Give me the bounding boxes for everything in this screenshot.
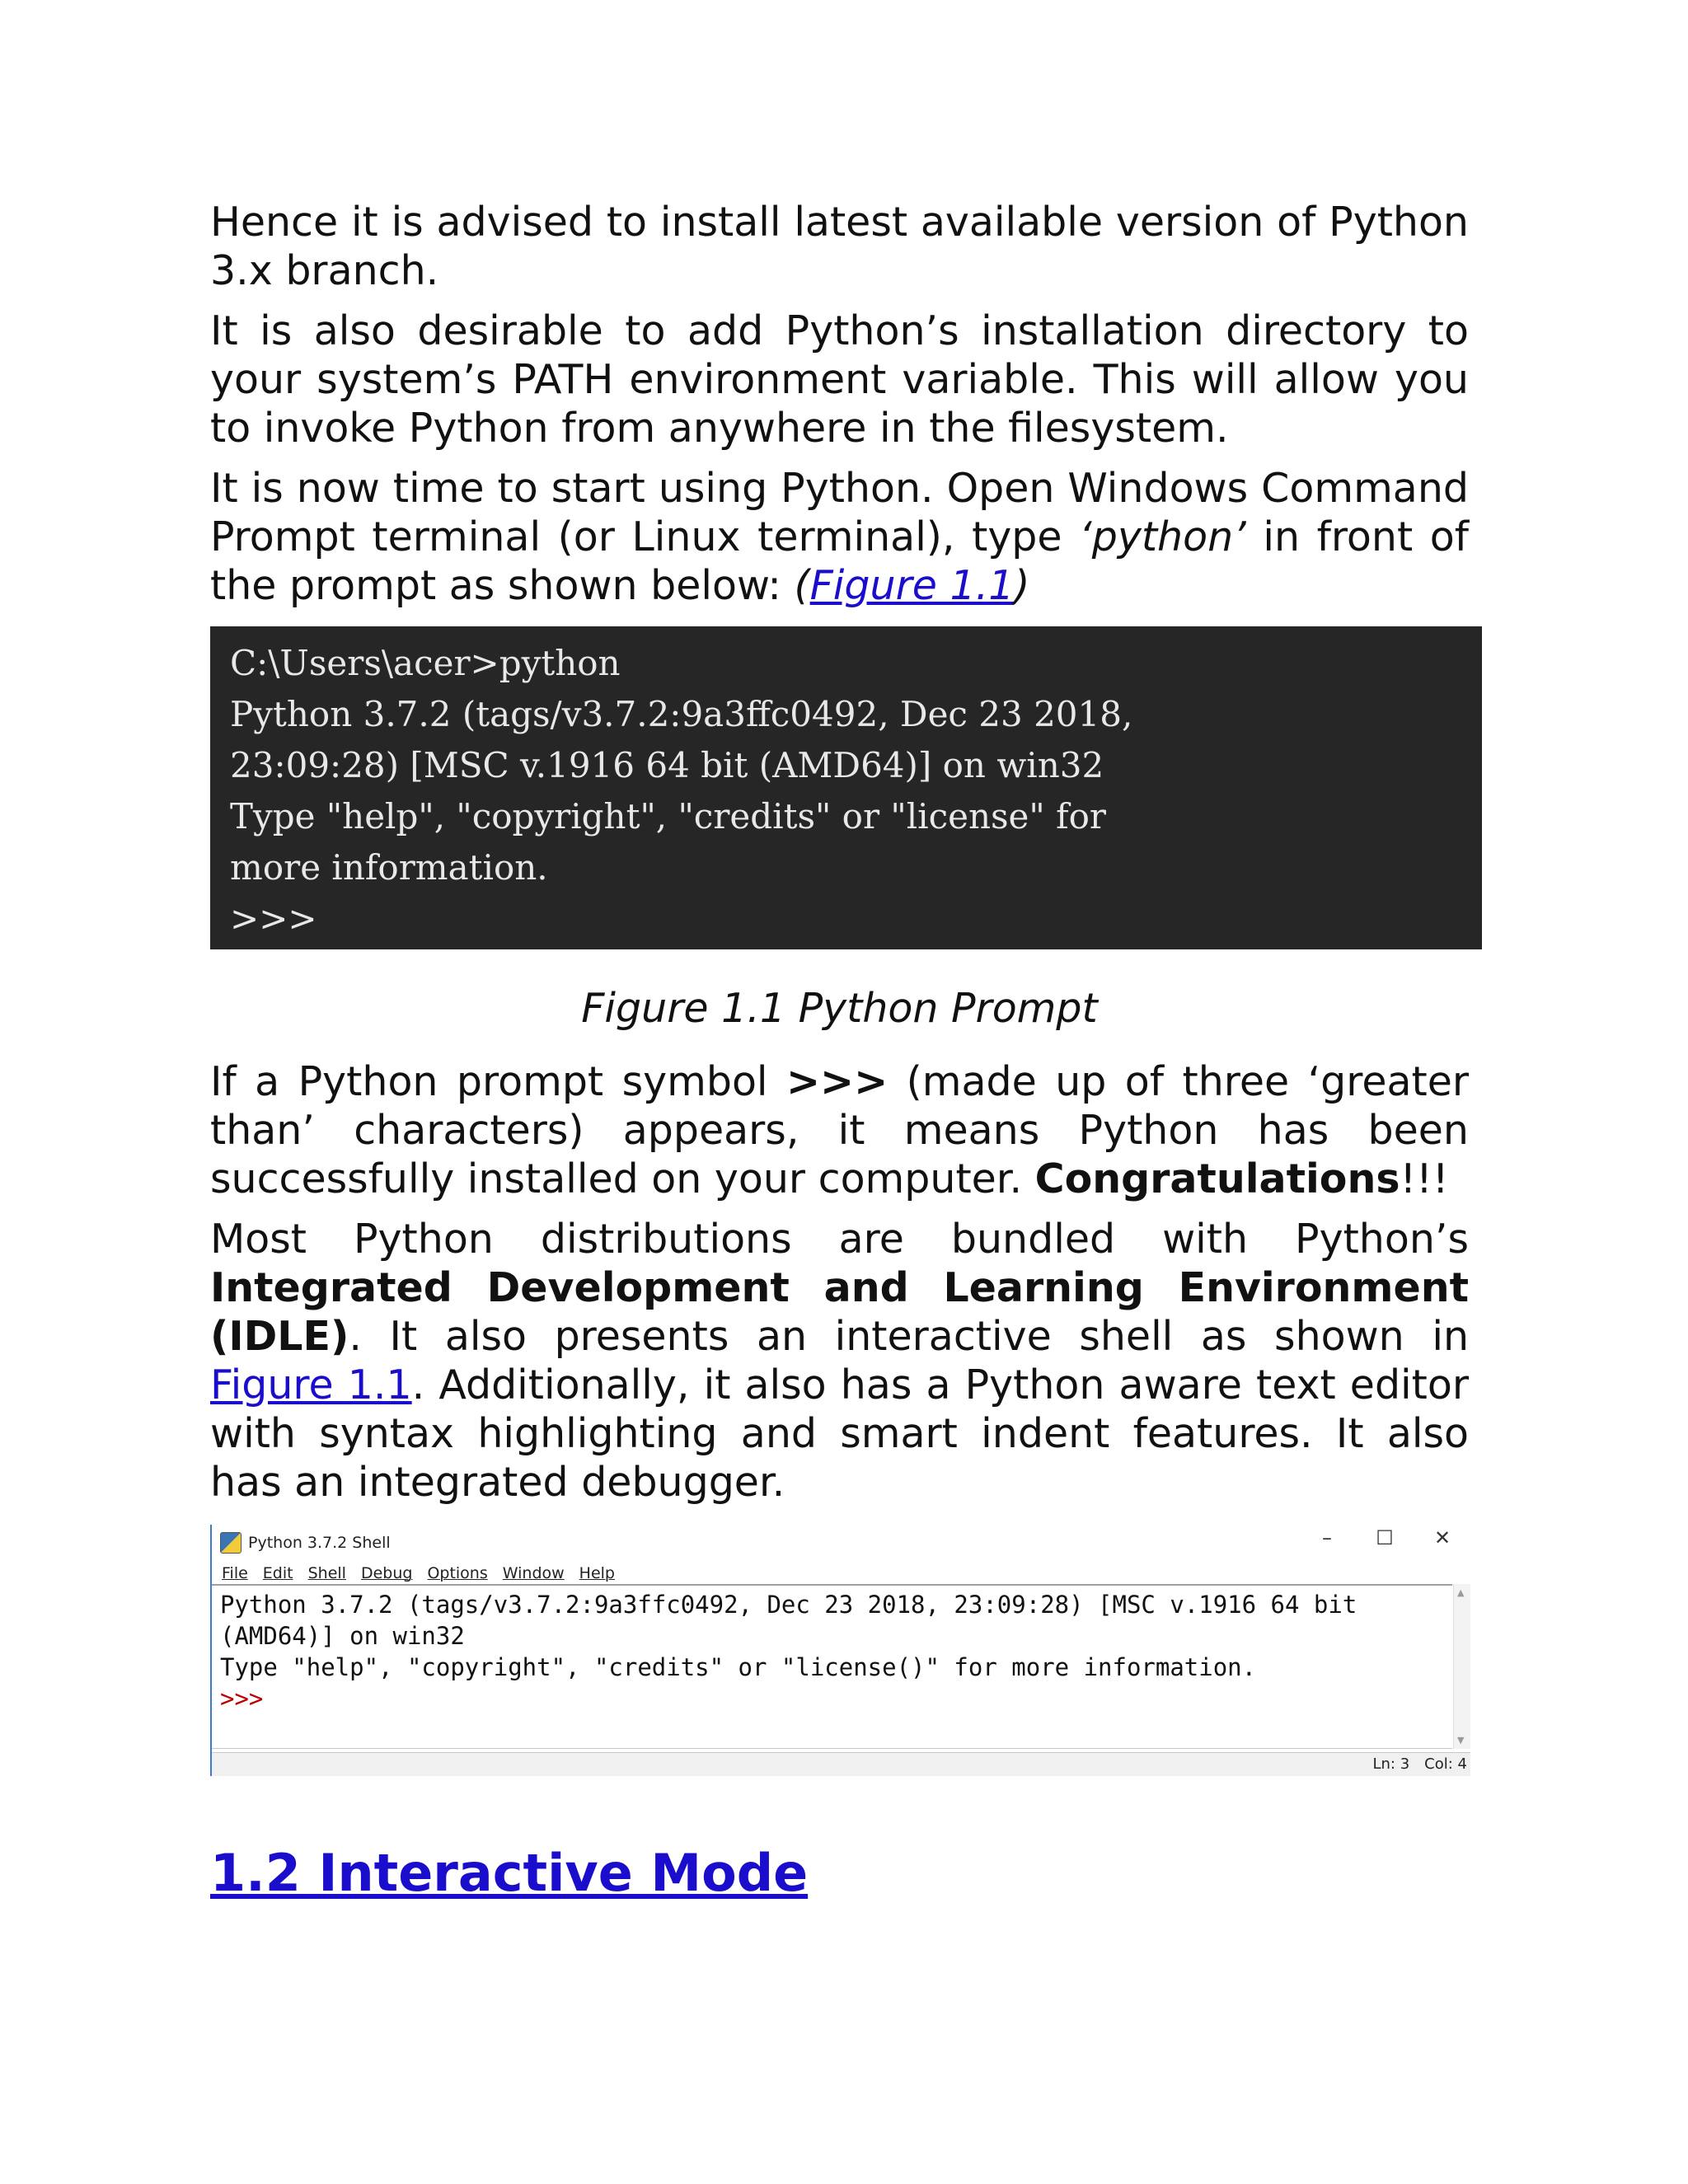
idle-title-bar bbox=[220, 1530, 391, 1556]
congratulations-text: Congratulations bbox=[1034, 1155, 1400, 1202]
shell-line: Python 3.7.2 (tags/v3.7.2:9a3ffc0492, Dec 23 2018, 23:09:28) [MSC v.1916 64 bit bbox=[220, 1591, 1357, 1619]
terminal-line: >>> bbox=[230, 898, 317, 939]
idle-name: Integrated Development and Learning Environment (IDLE) bbox=[210, 1264, 1469, 1360]
paren-close: ) bbox=[1014, 562, 1030, 609]
paragraph-5-text: Most Python distributions are bundled with Python’s bbox=[210, 1216, 1469, 1263]
paragraph-3-text: It is now time to start using Python. Open Windows Command Prompt terminal (or Linux terminal), type bbox=[210, 465, 1469, 560]
paragraph-1: Hence it is advised to install latest available version of Python 3.x branch. bbox=[210, 199, 1469, 294]
menu-edit[interactable]: Edit bbox=[262, 1564, 293, 1582]
shell-line: Type "help", "copyright", "credits" or "license()" for more information. bbox=[220, 1653, 1257, 1681]
figure-link[interactable]: Figure 1.1 bbox=[809, 562, 1015, 609]
idle-scrollbar[interactable] bbox=[1453, 1584, 1470, 1749]
python-icon bbox=[220, 1532, 241, 1554]
paragraph-4-text-2: (made up of three ‘greater than’ characters) appears, it means Python has been successfully installed on your computer. bbox=[210, 1058, 1469, 1202]
status-column: Col: 4 bbox=[1424, 1755, 1467, 1773]
menu-file[interactable]: File bbox=[222, 1564, 248, 1582]
figure-caption: Figure 1.1 Python Prompt bbox=[581, 985, 1098, 1032]
maximize-icon[interactable]: ☐ bbox=[1376, 1526, 1394, 1549]
window-controls bbox=[1317, 1526, 1452, 1549]
paragraph-2: It is also desirable to add Python’s installation directory to your system’s PATH environment variable. This will allow you to invoke Python from anywhere in the filesystem. bbox=[210, 307, 1469, 452]
menu-window[interactable]: Window bbox=[502, 1564, 565, 1582]
paragraph-3-text-2: in front of the prompt as shown below: bbox=[210, 513, 1469, 609]
shell-line: (AMD64)] on win32 bbox=[220, 1622, 465, 1650]
terminal-line: Type "help", "copyright", "credits" or "license" for bbox=[230, 796, 1106, 837]
idle-status-bar bbox=[212, 1752, 1470, 1776]
idle-menubar bbox=[222, 1564, 615, 1582]
paragraph-5-text-2: . It also presents an interactive shell as shown in bbox=[349, 1313, 1469, 1360]
status-line: Ln: 3 bbox=[1372, 1755, 1410, 1773]
scroll-down-icon[interactable]: ▼ bbox=[1457, 1735, 1465, 1746]
terminal-line: C:\Users\acer>python bbox=[230, 643, 621, 683]
shell-prompt: >>> bbox=[220, 1685, 264, 1713]
idle-window-title: Python 3.7.2 Shell bbox=[248, 1534, 391, 1552]
document-page bbox=[210, 198, 1469, 1906]
figure-link-2[interactable]: Figure 1.1 bbox=[210, 1361, 412, 1408]
minimize-icon[interactable]: – bbox=[1322, 1526, 1332, 1549]
inline-code-python: ‘python’ bbox=[1079, 513, 1246, 560]
menu-shell[interactable]: Shell bbox=[307, 1564, 346, 1582]
idle-shell-text[interactable] bbox=[212, 1584, 1452, 1749]
paragraph-4-text: If a Python prompt symbol bbox=[210, 1058, 786, 1105]
menu-help[interactable]: Help bbox=[579, 1564, 615, 1582]
terminal-line: more information. bbox=[230, 847, 548, 888]
terminal-screenshot bbox=[210, 626, 1482, 949]
section-heading-text: 1.2 Interactive Mode bbox=[210, 1843, 809, 1903]
terminal-line: 23:09:28) [MSC v.1916 64 bit (AMD64)] on win32 bbox=[230, 745, 1104, 785]
paragraph-3 bbox=[210, 464, 1469, 610]
paragraph-4-text-3: !!! bbox=[1400, 1155, 1449, 1202]
close-icon[interactable]: ✕ bbox=[1433, 1526, 1451, 1549]
paragraph-4 bbox=[210, 1057, 1469, 1203]
scroll-up-icon[interactable]: ▲ bbox=[1457, 1587, 1465, 1598]
paragraph-5 bbox=[210, 1215, 1469, 1507]
paragraph-5-text-3: . Additionally, it also has a Python aware text editor with syntax highlighting and smart indent features. It also has an integrated debugger. bbox=[210, 1361, 1469, 1506]
section-heading[interactable] bbox=[210, 1840, 1469, 1906]
paren-open: ( bbox=[794, 562, 810, 609]
terminal-line: Python 3.7.2 (tags/v3.7.2:9a3ffc0492, Dec 23 2018, bbox=[230, 694, 1133, 734]
menu-debug[interactable]: Debug bbox=[360, 1564, 413, 1582]
menu-options[interactable]: Options bbox=[427, 1564, 488, 1582]
prompt-symbol: >>> bbox=[786, 1058, 889, 1105]
idle-shell-window bbox=[210, 1525, 1470, 1776]
